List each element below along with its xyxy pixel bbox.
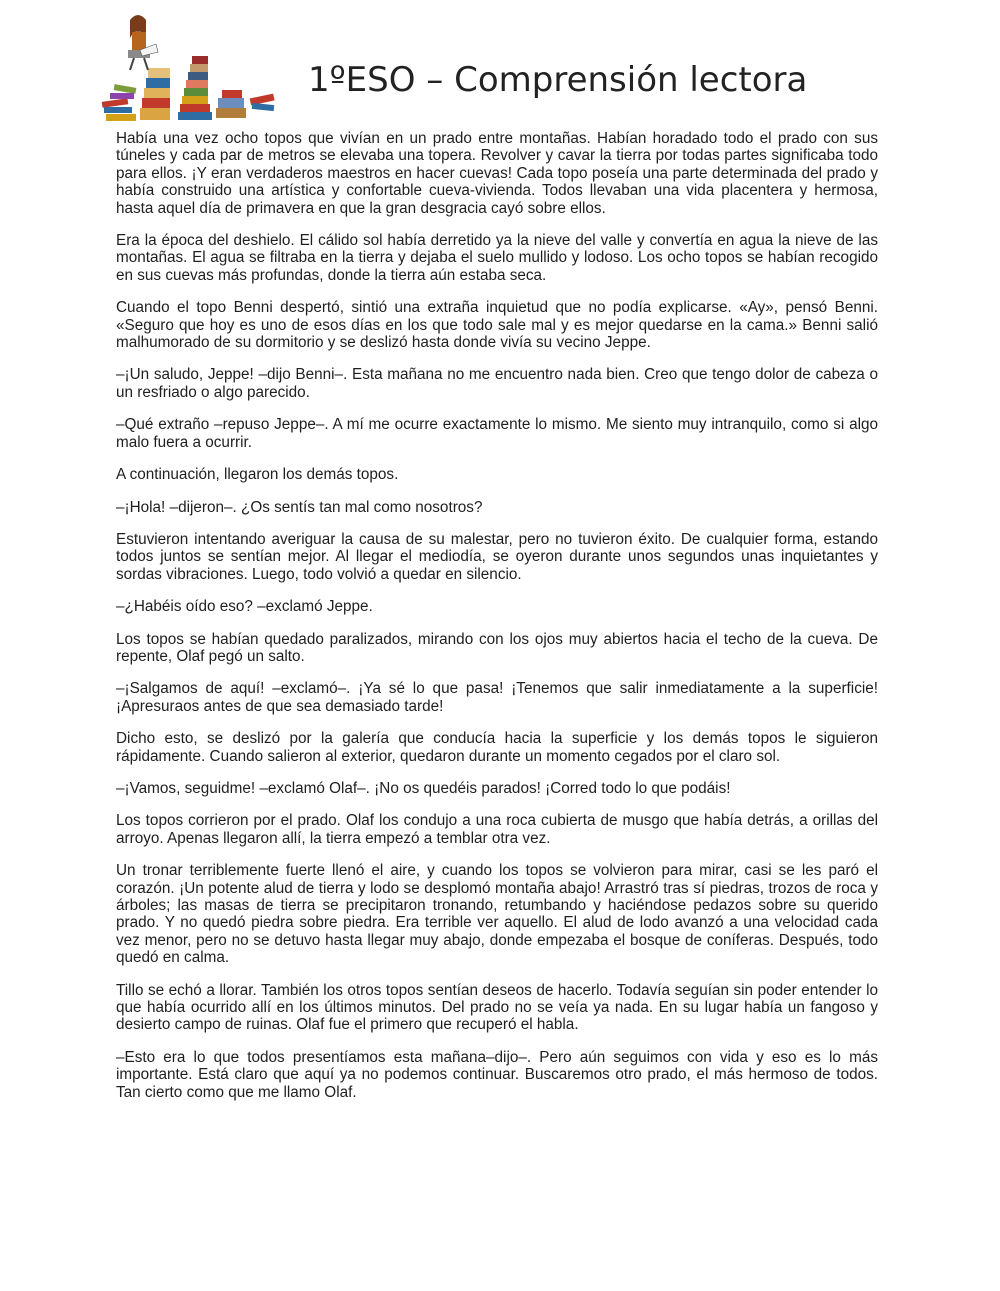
paragraph: Tillo se echó a llorar. También los otros topos sentían deseos de hacerlo. Todavía seguían sin poder entender lo que había ocurrido allí en los últimos minutos. Del prado no se veía ya nada. En su lugar había un fangoso y desierto campo de ruinas. Olaf fue el primero que recuperó el habla. bbox=[116, 981, 878, 1034]
paragraph: –¡Un saludo, Jeppe! –dijo Benni–. Esta mañana no me encuentro nada bien. Creo que tengo dolor de cabeza o un resfriado o algo parecido. bbox=[116, 366, 878, 401]
reading-text bbox=[116, 130, 878, 1116]
paragraph: –¿Habéis oído eso? –exclamó Jeppe. bbox=[116, 598, 373, 616]
paragraph: Era la época del deshielo. El cálido sol había derretido ya la nieve del valle y convertía en agua la nieve de las montañas. El agua se filtraba en la tierra y dejaba el suelo mullido y lodoso. Los ocho topos se habían recogido en sus cuevas más profundas, donde la tierra aún estaba seca. bbox=[116, 232, 878, 284]
paragraph: –¡Vamos, seguidme! –exclamó Olaf–. ¡No os quedéis parados! ¡Corred todo lo que podáis! bbox=[116, 779, 731, 797]
paragraph: Cuando el topo Benni despertó, sintió una extraña inquietud que no podía explicarse. «Ay», pensó Benni. «Seguro que hoy es uno de esos días en los que todo sale mal y es mejor quedarse en la cama.» Benni salió malhumorado de su dormitorio y se deslizó hasta donde vivía su vecino Jeppe. bbox=[116, 299, 878, 352]
paragraph: –Esto era lo que todos presentíamos esta mañana–dijo–. Pero aún seguimos con vida y eso es lo más importante. Está claro que aquí ya no podemos continuar. Buscaremos otro prado, el más hermoso de todos. Tan cierto como que me llamo Olaf. bbox=[116, 1048, 878, 1101]
paragraph: –¡Hola! –dijeron–. ¿Os sentís tan mal como nosotros? bbox=[116, 498, 483, 516]
girl-reading-on-books-illustration bbox=[100, 12, 280, 124]
paragraph: Dicho esto, se deslizó por la galería que conducía hacia la superficie y los demás topos le siguieron rápidamente. Cuando salieron al exterior, quedaron durante un momento cegados por el claro sol. bbox=[116, 730, 878, 765]
page-header bbox=[0, 0, 1000, 125]
page-title: 1ºESO – Comprensión lectora bbox=[308, 60, 808, 100]
paragraph: –¡Salgamos de aquí! –exclamó–. ¡Ya sé lo que pasa! ¡Tenemos que salir inmediatamente a la superficie! ¡Apresuraos antes de que sea demasiado tarde! bbox=[116, 680, 878, 715]
paragraph: A continuación, llegaron los demás topos. bbox=[116, 466, 399, 484]
paragraph: Los topos se habían quedado paralizados, mirando con los ojos muy abiertos hacia el techo de la cueva. De repente, Olaf pegó un salto. bbox=[116, 630, 878, 665]
paragraph: –Qué extraño –repuso Jeppe–. A mí me ocurre exactamente lo mismo. Me siento muy intranquilo, como si algo malo fuera a ocurrir. bbox=[116, 416, 878, 451]
paragraph: Un tronar terriblemente fuerte llenó el aire, y cuando los topos se volvieron para mirar, casi se les paró el corazón. ¡Un potente alud de tierra y lodo se desplomó montaña abajo! Arrastró tras sí piedras, trozos de roca y árboles; las masas de tierra se precipitaron tronando, retumbando y haciéndose pedazos sobre su querido prado. Y no quedó piedra sobre piedra. Era terrible ver aquello. El alud de lodo avanzó a una velocidad cada vez menor, pero no se detuvo hasta llegar muy abajo, donde empezaba el bosque de coníferas. Después, todo quedó en calma. bbox=[116, 862, 878, 967]
paragraph: Había una vez ocho topos que vivían en un prado entre montañas. Habían horadado todo el prado con sus túneles y cada par de metros se elevaba una topera. Revolver y cavar la tierra por todas partes significaba todo para ellos. ¡Y eran verdaderos maestros en hacer cuevas! Cada topo poseía una parte determinada del prado y había construido una artística y confortable cueva-vivienda. Todos llevaban una vida placentera y hermosa, hasta aquel día de primavera en que la gran desgracia cayó sobre ellos. bbox=[116, 130, 878, 217]
paragraph: Los topos corrieron por el prado. Olaf los condujo a una roca cubierta de musgo que había detrás, a orillas del arroyo. Apenas llegaron allí, la tierra empezó a temblar otra vez. bbox=[116, 812, 878, 847]
paragraph: Estuvieron intentando averiguar la causa de su malestar, pero no tuvieron éxito. De cualquier forma, estando todos juntos se sentían mejor. Al llegar el mediodía, se oyeron durante unos segundos unas inquietantes y sordas vibraciones. Luego, todo volvió a quedar en silencio. bbox=[116, 530, 878, 583]
